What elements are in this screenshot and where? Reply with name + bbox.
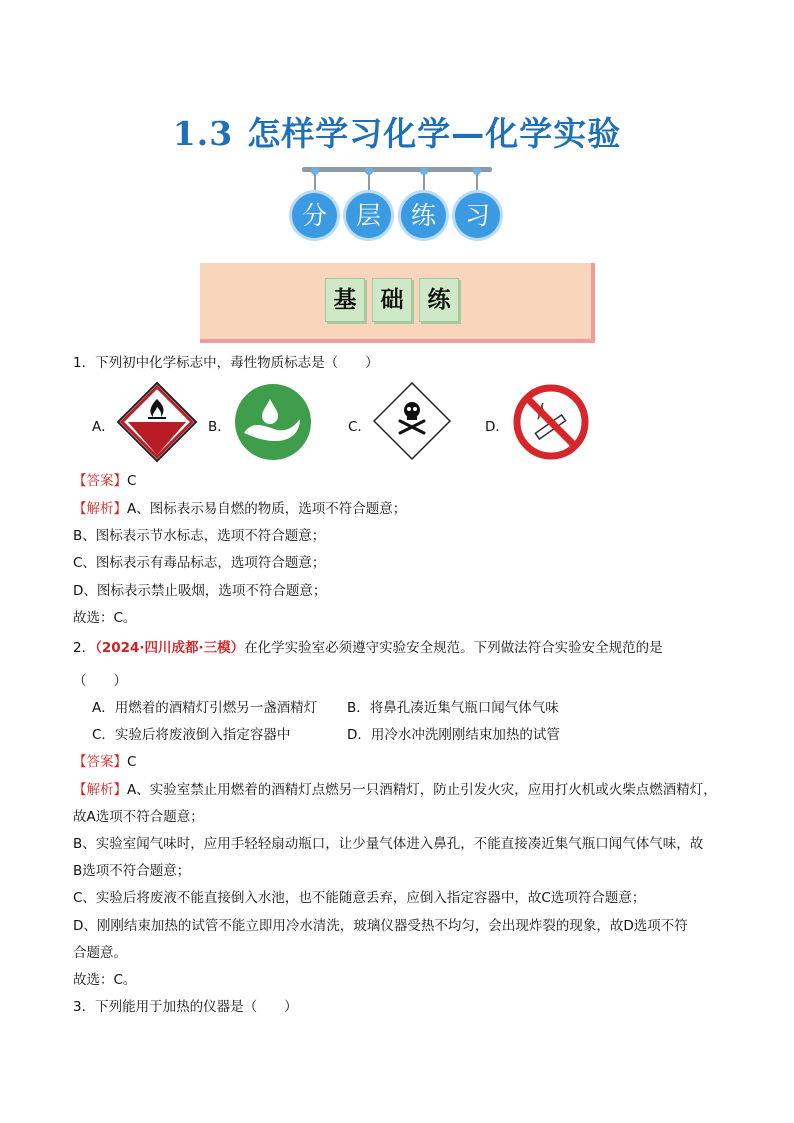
q1-option-d-label: D． (485, 419, 509, 435)
q2-analysis-line: B、实验室闻气味时，应用手轻轻扇动瓶口，让少量气体进入鼻孔，不能直接凑近集气瓶口闻气体气味，故 (73, 836, 704, 852)
badge-char: 习 (455, 193, 500, 238)
q1-analysis-line: B、图标表示节水标志，选项不符合题意； (73, 528, 326, 544)
q1-option-c-label: C． (348, 419, 371, 435)
question-1-stem: 1．下列初中化学标志中，毒性物质标志是（ ） (73, 355, 379, 371)
badge-char: 层 (346, 193, 391, 238)
answer-value: C (127, 754, 137, 770)
question-number: 2． (73, 640, 96, 656)
hanger-peg (314, 170, 316, 194)
q1-option-a-label: A． (92, 419, 115, 435)
q1-analysis-line: C、图标表示有毒品标志，选项符合题意； (73, 555, 326, 571)
hanger-peg (423, 170, 425, 194)
q2-analysis-line: 故选：C。 (73, 972, 137, 988)
q1-answer (73, 473, 136, 489)
analysis-text: A、实验室禁止用燃着的酒精灯点燃另一只酒精灯，防止引发火灾，应用打火机或火柴点燃酒精灯， (127, 782, 717, 798)
level-char: 础 (372, 278, 412, 322)
q2-option-c: C．实验后将废液倒入指定容器中 (92, 727, 291, 743)
question-source: （2024·四川成都·三模） (95, 640, 245, 656)
q2-analysis-line: 合题意。 (73, 945, 127, 961)
hanger-peg (368, 170, 370, 194)
q2-analysis-line: C、实验后将废液不能直接倒入水池，也不能随意丢弃，应倒入指定容器中，故C选项符合题意； (73, 890, 646, 906)
hanger-peg (476, 170, 478, 194)
water-saving-icon (234, 383, 312, 461)
q2-analysis-line (73, 782, 717, 798)
q2-analysis-line: D、刚刚结束加热的试管不能立即用冷水清洗，玻璃仪器受热不均匀，会出现炸裂的现象，故D选项不符 (73, 918, 688, 934)
page-title (0, 108, 794, 155)
analysis-text: A、图标表示易自燃的物质，选项不符合题意； (127, 501, 407, 517)
toxic-substance-icon (372, 381, 452, 461)
no-smoking-icon (512, 383, 590, 461)
question-3-stem: 3．下列能用于加热的仪器是（ ） (73, 999, 298, 1015)
q2-analysis-line: 故A选项不符合题意； (73, 809, 204, 825)
question-2-stem (73, 640, 663, 656)
answer-value: C (127, 473, 137, 489)
badge-char: 练 (401, 193, 446, 238)
analysis-tag: 【解析】 (73, 782, 127, 798)
q2-analysis-line: B选项不符合题意； (73, 863, 191, 879)
section-number: 1.3 (172, 114, 234, 153)
level-char: 练 (419, 278, 459, 322)
q1-analysis-line: D、图标表示禁止吸烟，选项不符合题意； (73, 583, 327, 599)
q2-option-b: B．将鼻孔凑近集气瓶口闻气体气味 (347, 700, 559, 716)
analysis-tag: 【解析】 (73, 501, 127, 517)
badge-hanger-bar (302, 167, 492, 172)
q1-option-b-label: B． (208, 419, 231, 435)
q1-analysis-line: 故选：C。 (73, 610, 137, 626)
flammable-solid-icon (116, 381, 198, 463)
q2-option-d: D．用冷水冲洗刚刚结束加热的试管 (347, 727, 560, 743)
answer-tag: 【答案】 (73, 754, 127, 770)
q2-answer (73, 754, 136, 770)
title-text: 怎样学习化学—化学实验 (247, 114, 622, 153)
badge-char: 分 (292, 193, 337, 238)
q2-option-a: A．用燃着的酒精灯引燃另一盏酒精灯 (92, 700, 318, 716)
answer-tag: 【答案】 (73, 473, 127, 489)
question-2-stem-cont: （ ） (73, 673, 127, 689)
level-char: 基 (325, 278, 365, 322)
question-text: 在化学实验室必须遵守实验安全规范。下列做法符合实验安全规范的是 (244, 640, 663, 656)
q1-analysis-line (73, 501, 406, 517)
